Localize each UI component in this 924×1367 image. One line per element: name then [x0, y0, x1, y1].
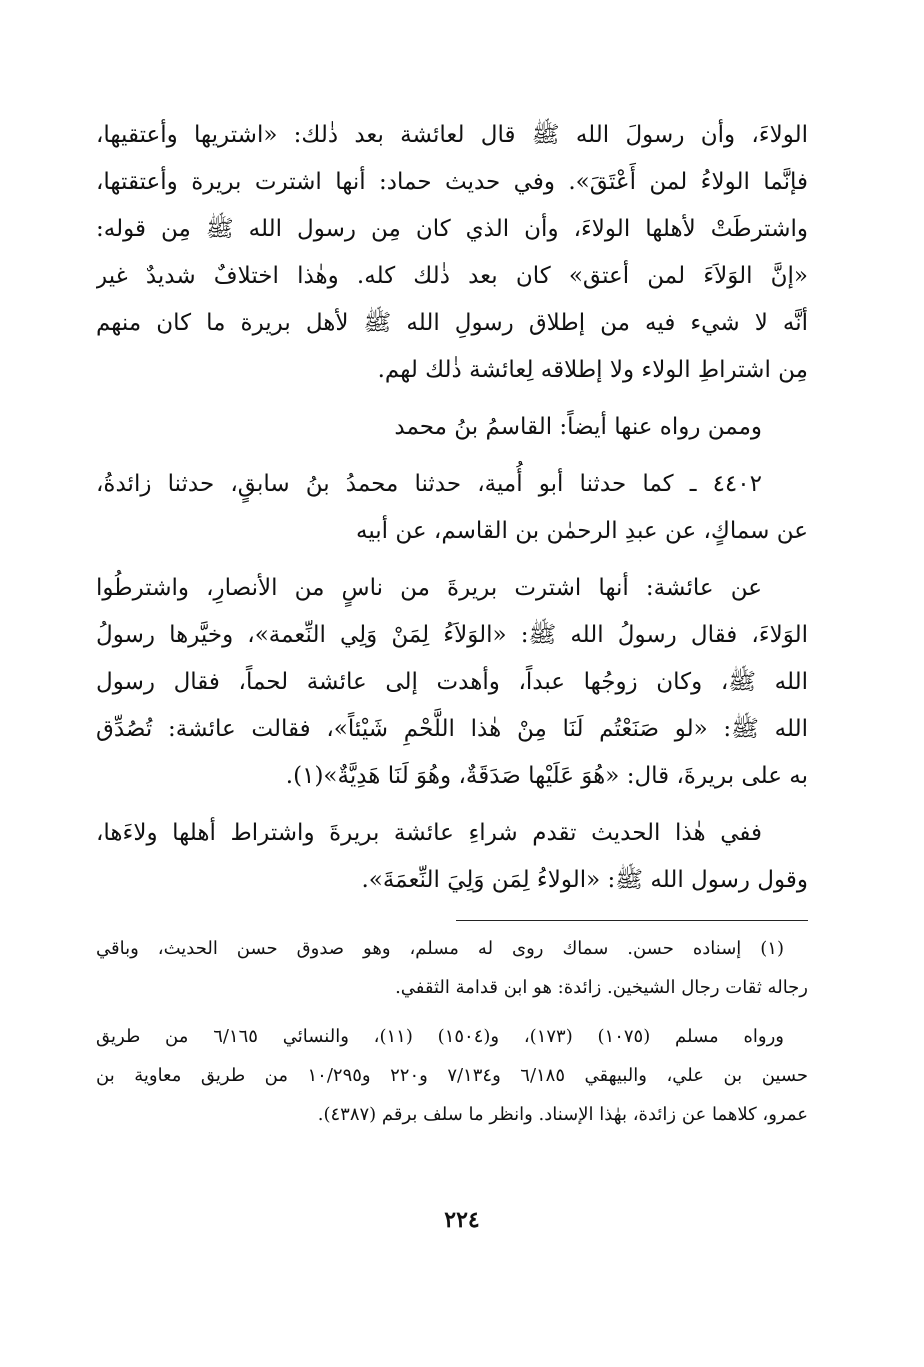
text-line: الوَلاءَ، فقال رسولُ الله ﷺ: «الوَلاَءُ لِمَنْ وَلِي النِّعمة»، وخيَّرها رسولُ [96, 622, 808, 648]
text-line: عن سماكٍ، عن عبدِ الرحمٰن بن القاسم، عن أبيه [355, 518, 808, 544]
text-line: فإنَّما الولاءُ لمن أَعْتَقَ». وفي حديث حماد: أنها اشترت بريرة وأعتقتها، [96, 169, 808, 195]
footnote-line: ورواه مسلم (١٠٧٥) (١٧٣)، و(١٥٠٤) (١١)، والنسائي ٦/١٦٥ من طريق [96, 1026, 784, 1047]
paragraph-2 [96, 404, 808, 451]
text-line: وقول رسول الله ﷺ: «الولاءُ لِمَن وَلِيَ النِّعمَةَ». [361, 867, 808, 893]
text-line: واشترطَتْ لأهلها الولاءَ، وأن الذي كان مِن رسول الله ﷺ مِن قوله: [96, 216, 808, 242]
page-number: ٢٢٤ [444, 1207, 480, 1233]
text-line: الله ﷺ: «لو صَنَعْتُم لَنَا مِنْ هٰذا اللَّحْمِ شَيْئاً»، فقالت عائشة: تُصُدِّق [96, 716, 808, 742]
footnotes [96, 929, 808, 1134]
paragraph-1 [96, 112, 808, 394]
text-line: أنَّه لا شيء فيه من إطلاق رسولِ الله ﷺ لأهل بريرة ما كان منهم [96, 310, 808, 336]
footnote-line: عمرو، كلاهما عن زائدة، بهٰذا الإسناد. وانظر ما سلف برقم (٤٣٨٧). [317, 1104, 808, 1125]
footnote-line: رجاله ثقات رجال الشيخين. زائدة: هو ابن قدامة الثقفي. [395, 977, 808, 998]
page-body [96, 112, 808, 1134]
text-line: الله ﷺ، وكان زوجُها عبداً، وأهدت إلى عائشة لحماً، فقال رسول [96, 669, 808, 695]
paragraph-5 [96, 810, 808, 904]
text-line: وممن رواه عنها أيضاً: القاسمُ بنُ محمد [394, 414, 762, 440]
text-line: عن عائشة: أنها اشترت بريرةَ من ناسٍ من الأنصارِ، واشترطُوا [96, 575, 762, 601]
footnote-1-sources [96, 1017, 808, 1134]
footnote-line: حسين بن علي، والبيهقي ٦/١٨٥ و٧/١٣٤ و٢٢٠ و١٠/٢٩٥ من طريق معاوية بن [96, 1065, 808, 1086]
text-line: الولاءَ، وأن رسولَ الله ﷺ قال لعائشة بعد ذٰلك: «اشتريها وأعتقيها، [96, 122, 808, 148]
footnote-line: (١) إسناده حسن. سماك روى له مسلم، وهو صدوق حسن الحديث، وباقي [96, 938, 784, 959]
text-line: «إنَّ الوَلاَءَ لمن أعتق» كان بعد ذٰلك كله. وهٰذا اختلافٌ شديدٌ غير [96, 263, 808, 289]
hadith-number-line: ٤٤٠٢ ـ كما حدثنا أبو أُمية، حدثنا محمدُ بنُ سابقٍ، حدثنا زائدةُ، [96, 471, 762, 497]
text-line: به على بريرةَ، قال: «هُوَ عَلَيْها صَدَقَةٌ، وهُوَ لَنَا هَدِيَّةٌ»(١). [285, 763, 808, 789]
footnote-divider [456, 920, 808, 921]
text-line: مِن اشتراطِ الولاء ولا إطلاقه لِعائشة ذٰلك لهم. [377, 357, 808, 383]
hadith-isnad [96, 461, 808, 555]
text-line: ففي هٰذا الحديث تقدم شراءِ عائشة بريرةَ واشتراط أهلها ولاءَها، [96, 820, 762, 846]
hadith-matn [96, 565, 808, 800]
footnote-1 [96, 929, 808, 1007]
